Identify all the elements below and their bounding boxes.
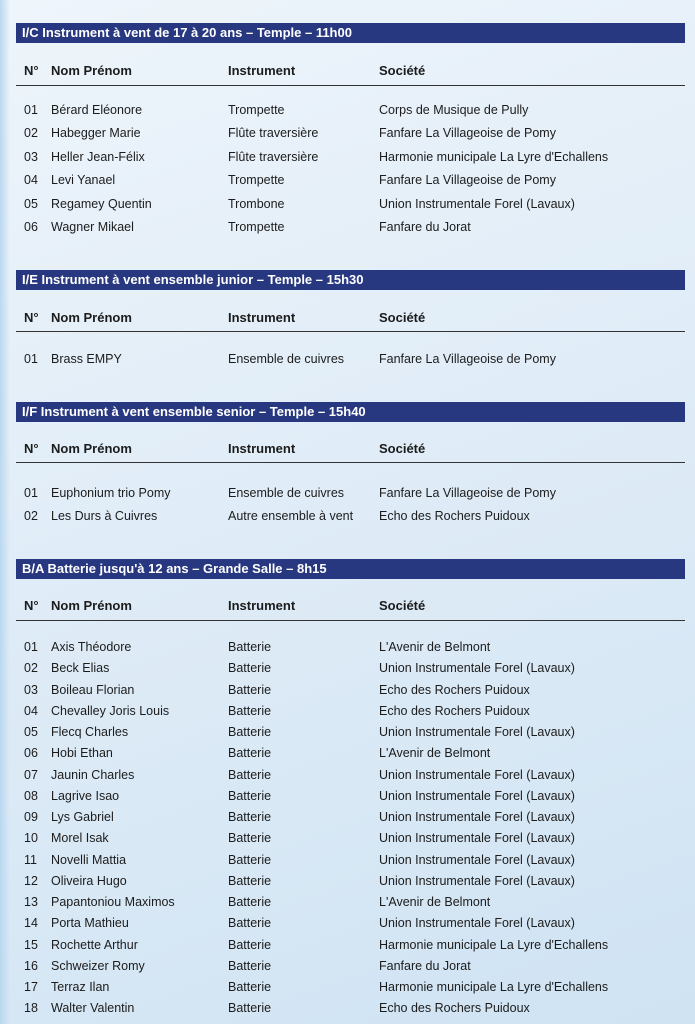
cell-num: 03 — [24, 149, 38, 164]
cell-num: 07 — [24, 767, 38, 782]
cell-instrument: Batterie — [228, 661, 272, 676]
cell-num: 06 — [24, 746, 38, 761]
cell-society: Fanfare La Villageoise de Pomy — [379, 173, 556, 188]
column-header-name: Nom Prénom — [51, 310, 132, 325]
cell-society: L'Avenir de Belmont — [379, 895, 491, 909]
cell-society: Echo des Rochers Puidoux — [379, 509, 530, 524]
cell-name: Morel Isak — [51, 831, 109, 846]
section-title: I/E Instrument à vent ensemble junior – Temple – 15h30 — [16, 270, 685, 290]
table-row — [0, 895, 695, 911]
cell-name: Terraz Ilan — [51, 980, 110, 994]
cell-name: Papantoniou Maximos — [51, 895, 175, 909]
table-row — [0, 103, 695, 119]
cell-num: 10 — [24, 831, 38, 846]
table-row — [0, 980, 695, 996]
cell-society: Harmonie municipale La Lyre d'Echallens — [379, 149, 609, 164]
cell-num: 01 — [24, 640, 38, 654]
cell-instrument: Batterie — [228, 958, 272, 973]
column-header-num: N° — [24, 310, 39, 325]
column-header-name: Nom Prénom — [51, 441, 132, 456]
cell-instrument: Autre ensemble à vent — [228, 509, 354, 524]
cell-num: 17 — [24, 980, 38, 994]
cell-name: Bérard Eléonore — [51, 103, 143, 117]
cell-name: Schweizer Romy — [51, 958, 145, 973]
cell-num: 06 — [24, 220, 38, 234]
cell-num: 03 — [24, 682, 38, 697]
cell-instrument: Batterie — [228, 916, 272, 931]
table-row — [0, 938, 695, 954]
cell-instrument: Batterie — [228, 873, 272, 888]
cell-num: 18 — [24, 1001, 38, 1016]
cell-society: Union Instrumentale Forel (Lavaux) — [379, 196, 575, 211]
section-title: I/C Instrument à vent de 17 à 20 ans – Temple – 11h00 — [16, 23, 685, 43]
header-divider — [16, 331, 685, 332]
cell-name: Regamey Quentin — [51, 196, 152, 211]
column-header-name: Nom Prénom — [51, 598, 132, 613]
column-header-num: N° — [24, 63, 39, 78]
cell-num: 14 — [24, 916, 38, 931]
cell-society: Union Instrumentale Forel (Lavaux) — [379, 788, 575, 803]
cell-society: Echo des Rochers Puidoux — [379, 703, 530, 718]
cell-instrument: Flûte traversière — [228, 149, 319, 164]
cell-instrument: Batterie — [228, 810, 272, 824]
cell-num: 15 — [24, 937, 38, 952]
cell-name: Walter Valentin — [51, 1001, 135, 1016]
cell-instrument: Batterie — [228, 937, 272, 952]
table-row — [0, 853, 695, 869]
column-header-num: N° — [24, 598, 39, 613]
section-title: I/F Instrument à vent ensemble senior – Temple – 15h40 — [16, 402, 685, 422]
cell-name: Oliveira Hugo — [51, 873, 127, 888]
table-row — [0, 1001, 695, 1017]
table-row — [0, 173, 695, 189]
cell-num: 01 — [24, 103, 38, 117]
cell-society: Echo des Rochers Puidoux — [379, 682, 530, 697]
cell-instrument: Batterie — [228, 831, 272, 846]
cell-society: Union Instrumentale Forel (Lavaux) — [379, 831, 575, 846]
cell-society: Fanfare La Villageoise de Pomy — [379, 486, 556, 500]
table-row — [0, 725, 695, 741]
cell-num: 13 — [24, 895, 38, 909]
table-row — [0, 874, 695, 890]
cell-instrument: Batterie — [228, 640, 272, 654]
cell-name: Chevalley Joris Louis — [51, 703, 170, 718]
cell-name: Jaunin Charles — [51, 767, 135, 782]
table-header — [0, 441, 695, 457]
cell-name: Habegger Marie — [51, 126, 141, 141]
cell-name: Flecq Charles — [51, 725, 129, 739]
cell-instrument: Batterie — [228, 725, 272, 739]
cell-name: Levi Yanael — [51, 173, 116, 188]
table-header — [0, 63, 695, 79]
cell-instrument: Batterie — [228, 1001, 272, 1016]
cell-instrument: Trompette — [228, 173, 285, 188]
cell-society: Echo des Rochers Puidoux — [379, 1001, 530, 1016]
cell-society: Union Instrumentale Forel (Lavaux) — [379, 810, 575, 824]
column-header-society: Société — [379, 598, 426, 613]
cell-instrument: Batterie — [228, 895, 272, 909]
table-row — [0, 220, 695, 236]
table-row — [0, 352, 695, 368]
cell-num: 09 — [24, 810, 38, 824]
cell-num: 01 — [24, 486, 38, 500]
table-row — [0, 486, 695, 502]
table-header — [0, 598, 695, 614]
cell-society: Union Instrumentale Forel (Lavaux) — [379, 873, 575, 888]
cell-name: Novelli Mattia — [51, 852, 127, 867]
cell-name: Wagner Mikael — [51, 220, 134, 234]
cell-society: Corps de Musique de Pully — [379, 103, 529, 117]
cell-name: Porta Mathieu — [51, 916, 129, 931]
table-row — [0, 126, 695, 142]
cell-name: Boileau Florian — [51, 682, 135, 697]
cell-instrument: Trompette — [228, 103, 285, 117]
cell-num: 12 — [24, 873, 38, 888]
cell-society: Harmonie municipale La Lyre d'Echallens — [379, 980, 609, 994]
column-header-instrument: Instrument — [228, 598, 296, 613]
cell-name: Brass EMPY — [51, 352, 122, 366]
column-header-society: Société — [379, 310, 426, 325]
cell-num: 02 — [24, 661, 38, 676]
header-divider — [16, 462, 685, 463]
cell-num: 01 — [24, 352, 38, 366]
table-row — [0, 831, 695, 847]
cell-instrument: Batterie — [228, 682, 272, 697]
cell-society: L'Avenir de Belmont — [379, 746, 491, 761]
cell-society: Fanfare La Villageoise de Pomy — [379, 352, 556, 366]
table-row — [0, 959, 695, 975]
header-divider — [16, 620, 685, 621]
column-header-name: Nom Prénom — [51, 63, 132, 78]
cell-society: Union Instrumentale Forel (Lavaux) — [379, 725, 575, 739]
cell-instrument: Trombone — [228, 196, 285, 211]
cell-society: Fanfare du Jorat — [379, 220, 471, 234]
cell-name: Lys Gabriel — [51, 810, 114, 824]
cell-society: Union Instrumentale Forel (Lavaux) — [379, 852, 575, 867]
cell-society: Fanfare La Villageoise de Pomy — [379, 126, 556, 141]
table-row — [0, 789, 695, 805]
cell-society: Fanfare du Jorat — [379, 958, 471, 973]
table-row — [0, 640, 695, 656]
column-header-society: Société — [379, 63, 426, 78]
table-row — [0, 746, 695, 762]
cell-name: Axis Théodore — [51, 640, 132, 654]
cell-name: Les Durs à Cuivres — [51, 509, 158, 524]
table-row — [0, 683, 695, 699]
cell-num: 05 — [24, 725, 38, 739]
cell-num: 02 — [24, 126, 38, 141]
column-header-society: Société — [379, 441, 426, 456]
cell-instrument: Batterie — [228, 746, 272, 761]
table-row — [0, 810, 695, 826]
cell-name: Lagrive Isao — [51, 788, 120, 803]
cell-num: 11 — [24, 852, 37, 867]
cell-instrument: Ensemble de cuivres — [228, 486, 345, 500]
section-title: B/A Batterie jusqu'à 12 ans – Grande Salle – 8h15 — [16, 559, 685, 579]
cell-society: Union Instrumentale Forel (Lavaux) — [379, 661, 575, 676]
cell-num: 04 — [24, 703, 38, 718]
table-row — [0, 150, 695, 166]
cell-instrument: Ensemble de cuivres — [228, 352, 345, 366]
cell-instrument: Batterie — [228, 852, 272, 867]
cell-num: 16 — [24, 958, 38, 973]
cell-instrument: Batterie — [228, 980, 272, 994]
cell-name: Rochette Arthur — [51, 937, 138, 952]
cell-num: 08 — [24, 788, 38, 803]
table-row — [0, 197, 695, 213]
cell-num: 02 — [24, 509, 38, 524]
table-row — [0, 509, 695, 525]
cell-num: 05 — [24, 196, 38, 211]
cell-name: Euphonium trio Pomy — [51, 486, 171, 500]
cell-instrument: Batterie — [228, 767, 272, 782]
table-row — [0, 661, 695, 677]
cell-society: Union Instrumentale Forel (Lavaux) — [379, 916, 575, 931]
table-row — [0, 768, 695, 784]
cell-instrument: Trompette — [228, 220, 285, 234]
cell-society: L'Avenir de Belmont — [379, 640, 491, 654]
cell-instrument: Flûte traversière — [228, 126, 319, 141]
cell-society: Harmonie municipale La Lyre d'Echallens — [379, 937, 609, 952]
cell-name: Hobi Ethan — [51, 746, 113, 761]
cell-instrument: Batterie — [228, 788, 272, 803]
column-header-instrument: Instrument — [228, 441, 296, 456]
column-header-instrument: Instrument — [228, 63, 296, 78]
table-row — [0, 704, 695, 720]
column-header-num: N° — [24, 441, 39, 456]
header-divider — [16, 85, 685, 86]
cell-instrument: Batterie — [228, 703, 272, 718]
cell-name: Beck Elias — [51, 661, 110, 676]
table-header — [0, 310, 695, 326]
table-row — [0, 916, 695, 932]
cell-name: Heller Jean-Félix — [51, 149, 145, 164]
cell-num: 04 — [24, 173, 38, 188]
column-header-instrument: Instrument — [228, 310, 296, 325]
cell-society: Union Instrumentale Forel (Lavaux) — [379, 767, 575, 782]
